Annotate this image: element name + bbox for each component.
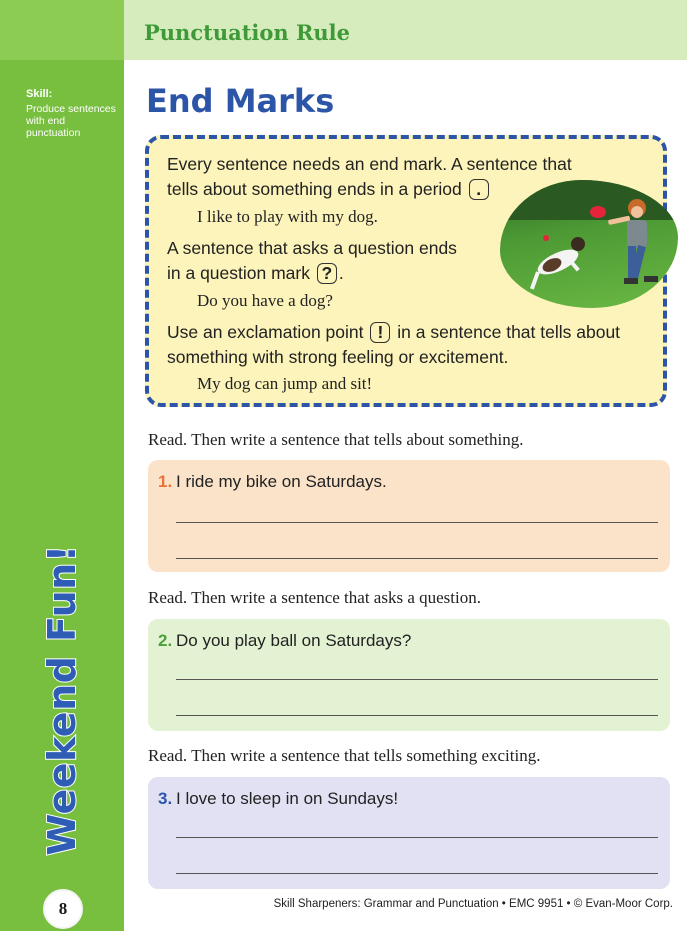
footer-credit: Skill Sharpeners: Grammar and Punctuation • EMC 9951 • © Evan-Moor Corp. (273, 898, 673, 910)
exercise-2-answer-line-2[interactable] (176, 715, 658, 716)
exercise-1-answer-line-1[interactable] (176, 522, 658, 523)
question-rule-text: A sentence that asks a question ends in a question mark (167, 238, 457, 283)
period-rule (167, 152, 587, 202)
question-example: Do you have a dog? (197, 291, 333, 310)
exercise-3-instruction: Read. Then write a sentence that tells something exciting. (148, 746, 541, 765)
weekend-fun-title: Weekend Fun! (40, 544, 84, 856)
exercise-3-number: 3. (158, 789, 173, 808)
period-rule-text: Every sentence needs an end mark. A sentence that tells about something ends in a period (167, 154, 572, 199)
exercise-2-card (148, 619, 670, 731)
question-mark-icon: ? (317, 263, 337, 284)
exercise-3-sentence: I love to sleep in on Sundays! (176, 789, 399, 808)
exercise-3-answer-line-2[interactable] (176, 873, 658, 874)
exclaim-example: My dog can jump and sit! (197, 374, 373, 393)
sidebar-top-band (0, 0, 124, 60)
exercise-3-answer-line-1[interactable] (176, 837, 658, 838)
sidebar (0, 0, 124, 931)
question-rule: A sentence that asks a question ends in a question mark ? . (167, 238, 457, 283)
exercise-2-instruction: Read. Then write a sentence that asks a question. (148, 588, 481, 607)
exercise-1-sentence: I ride my bike on Saturdays. (176, 472, 387, 491)
exclaim-rule (167, 320, 637, 370)
exercise-1-number: 1. (158, 472, 173, 491)
exercise-2-number: 2. (158, 631, 173, 650)
exclaim-rule-text-before: Use an exclamation point (167, 322, 364, 342)
period-mark-icon: . (469, 179, 489, 200)
header-title: Punctuation Rule (144, 20, 351, 45)
skill-title: Skill: (26, 88, 53, 100)
exercise-3-card (148, 777, 670, 889)
header-band (124, 0, 687, 60)
exercise-2-answer-line-1[interactable] (176, 679, 658, 680)
page-number: 8 (43, 889, 83, 929)
exercise-2-sentence: Do you play ball on Saturdays? (176, 631, 412, 650)
exclaim-rule-text-after: in a sentence that tells about something with strong feeling or excitement. (167, 322, 621, 367)
skill-description: Produce sentences with end punctuation (26, 103, 116, 139)
exercise-1-instruction: Read. Then write a sentence that tells about something. (148, 430, 524, 449)
exercise-1-card (148, 460, 670, 572)
exclamation-mark-icon: ! (370, 322, 390, 343)
page-title: End Marks (146, 82, 335, 120)
period-example: I like to play with my dog. (197, 207, 378, 226)
exercise-1-answer-line-2[interactable] (176, 558, 658, 559)
